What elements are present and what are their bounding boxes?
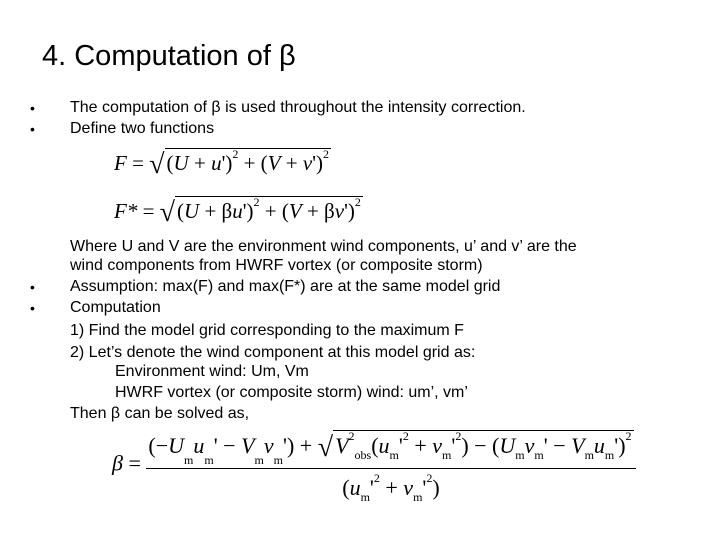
where-line-1: Where U and V are the environment wind components, u’ and v’ are the (70, 238, 577, 255)
slide-title: 4. Computation of β (42, 40, 296, 72)
step-2: 2) Let’s denote the wind component at this model grid as: (70, 344, 476, 361)
equation-f-star: $F* = √(U + \beta u')^2 + (V + \beta v')^2$ (114, 195, 361, 229)
environment-wind-line: Environment wind: Um, Vm (115, 363, 309, 380)
where-line-2: wind components from HWRF vortex (or composite storm) (70, 257, 483, 274)
bullet-assumption: Assumption: max(F) and max(F*) are at the same model grid (70, 278, 501, 295)
equation-beta: β = $\frac{(-Umum' - Vmvm') + √V^2obs(um'^2 + vm'^2) - (Umvm' - Vmum')^2}{(um'^2 + vm'^2)}$ (112, 430, 636, 501)
bullet-define-functions: Define two functions (70, 120, 215, 137)
bullet-dot: • (30, 121, 35, 137)
bullet-dot: • (30, 300, 35, 316)
hwrf-wind-line: HWRF vortex (or composite storm) wind: um’, vm’ (115, 384, 468, 401)
step-1: 1) Find the model grid corresponding to the maximum F (70, 322, 464, 339)
bullet-dot: • (30, 279, 35, 295)
equation-f: $F = √(U + u')^2 + (V + v')^2$ (114, 147, 329, 181)
bullet-computation-use: The computation of β is used throughout the intensity correction. (70, 99, 526, 116)
bullet-dot: • (30, 100, 35, 116)
then-line: Then β can be solved as, (70, 405, 250, 422)
bullet-computation: Computation (70, 299, 161, 316)
beta-fraction: $\frac{(-Umum' - Vmvm') + √V^2obs(um'^2 + vm'^2) - (Umvm' - Vmum')^2}{(um'^2 + vm'^2)}$ (146, 430, 635, 501)
